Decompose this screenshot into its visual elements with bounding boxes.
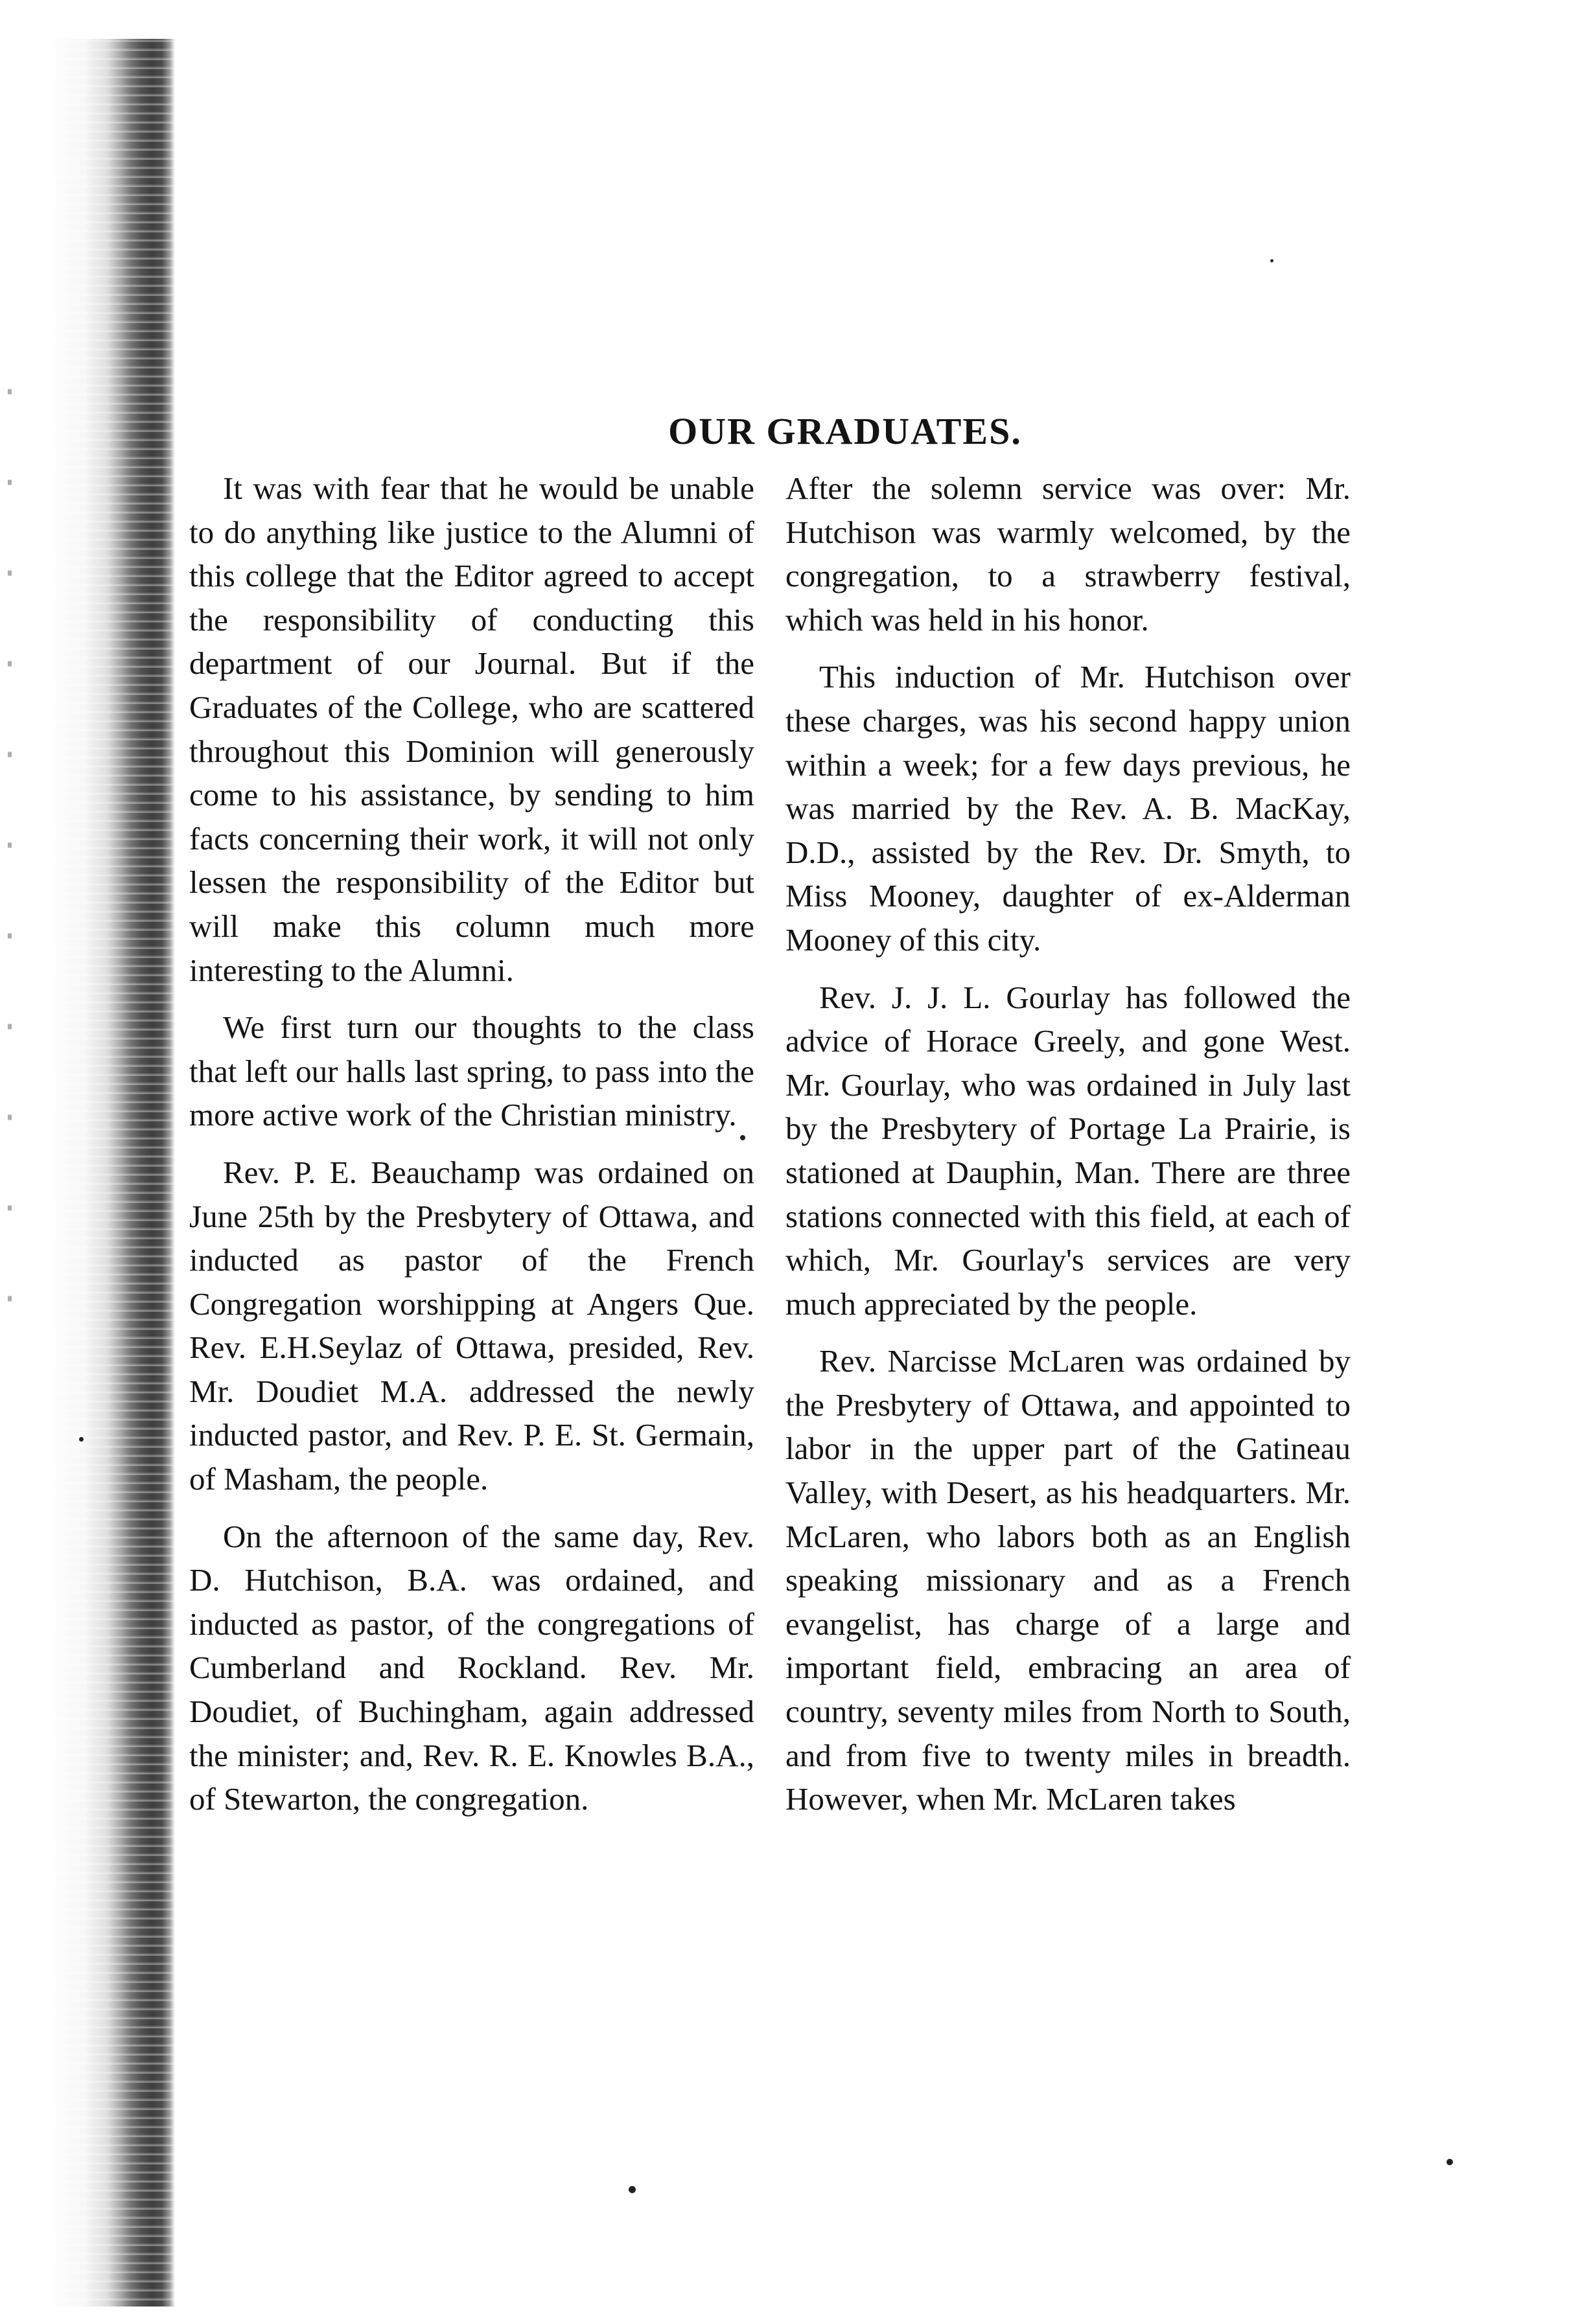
paragraph: On the afternoon of the same day, Rev. D. Hutchison, B.A. was ordained, and inducted as pastor, of the congregations of Cumberland and Rockland. Rev. Mr. Doudiet, of Buchingham, again addressed the minister; and, Rev. R. E. Knowles B.A., of Stewarton, the congregation. xyxy=(189,1518,754,1817)
paragraph: Rev. P. E. Beauchamp was ordained on June 25th by the Presbytery of Ottawa, and inducted as pastor of the French Congregation worshipping at Angers Que. Rev. E.H.Seylaz of Ottawa, presided, Rev. Mr. Doudiet M.A. addressed the newly inducted pastor, and Rev. P. E. St. Germain, of Masham, the people. xyxy=(189,1154,754,1497)
page-title: OUR GRADUATES. xyxy=(668,409,1022,452)
paragraph: We first turn our thoughts to the class that left our halls last spring, to pass into the more active work of the Christian ministry. xyxy=(189,1009,754,1133)
paragraph: Rev. J. J. L. Gourlay has followed the advice of Horace Greely, and gone West. Mr. Gourlay, who was ordained in July last by the Presbytery of Portage La Prairie, is stationed at Dauphin, Man. There are three stations connected with this field, at each of which, Mr. Gourlay's services are very much appreciated by the people. xyxy=(785,979,1351,1322)
paragraph: After the solemn service was over: Mr. Hutchison was warmly welcomed, by the congregation, to a strawberry festival, which was held in his honor. xyxy=(785,470,1351,638)
margin-marks xyxy=(0,337,39,1309)
ink-speck xyxy=(1446,2159,1453,2165)
ink-speck xyxy=(79,1437,84,1442)
ink-speck xyxy=(1270,259,1273,262)
paragraph: It was with fear that he would be unable to do anything like justice to the Alumni of this college that the Editor agreed to accept the responsibility of conducting this department of our Journal. But if the Graduates of the College, who are scattered throughout this Dominion will generously come to his assistance, by sending to him facts concerning their work, it will not only lessen the responsibility of the Editor but will make this column much more interesting to the Alumni. xyxy=(189,470,754,988)
paragraph: Rev. Narcisse McLaren was ordained by the Presbytery of Ottawa, and appointed to labor in the upper part of the Gatineau Valley, with Desert, as his headquarters. Mr. McLaren, who labors both as an English speaking missionary and as a French evangelist, has charge of a large and important field, embracing an area of country, seventy miles from North to South, and from five to twenty miles in breadth. However, when Mr. McLaren takes xyxy=(785,1343,1351,1817)
left-column xyxy=(189,466,754,2164)
ink-speck xyxy=(629,2186,636,2193)
paragraph: This induction of Mr. Hutchison over these charges, was his second happy union within a week; for a few days previous, he was married by the Rev. A. B. MacKay, D.D., assisted by the Rev. Dr. Smyth, to Miss Mooney, daughter of ex-Alderman Mooney of this city. xyxy=(785,659,1351,958)
page-binding-shadow xyxy=(45,39,175,2307)
right-column xyxy=(785,466,1351,2164)
